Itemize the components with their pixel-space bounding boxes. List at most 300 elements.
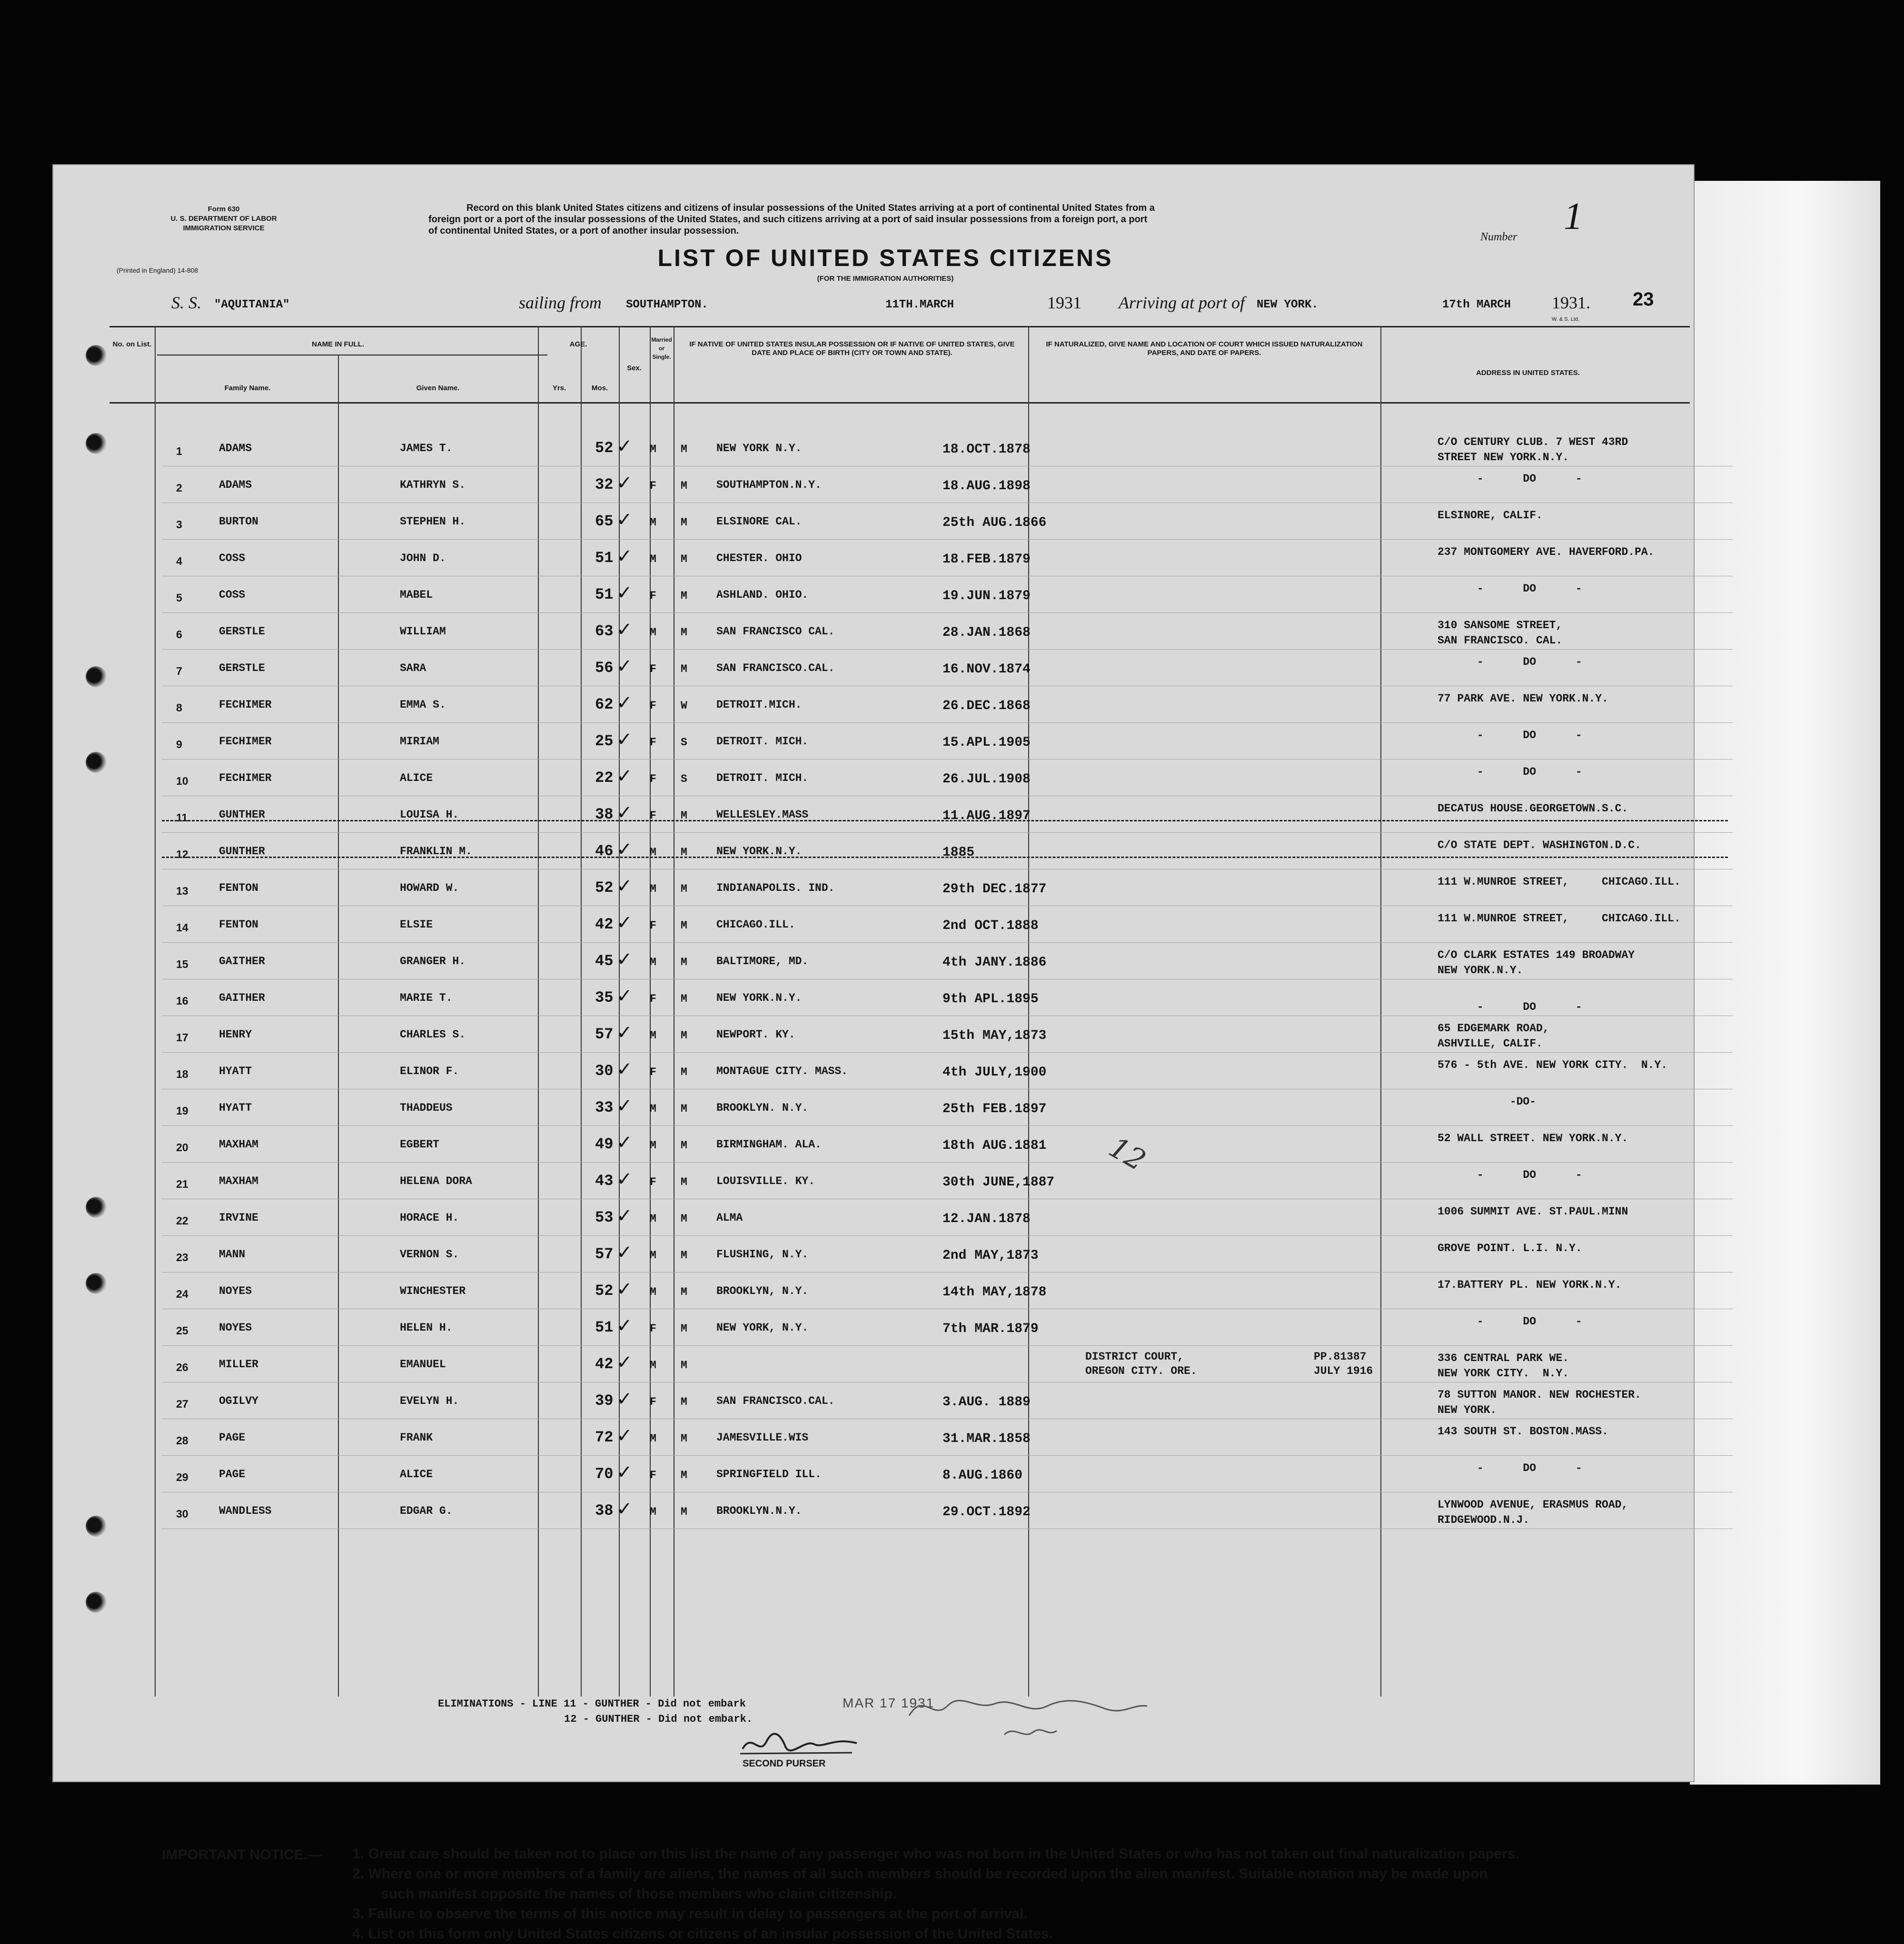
- age-years: 39: [595, 1392, 614, 1410]
- col-married: Married or Single.: [651, 336, 672, 360]
- birth-place: BROOKLYN. N.Y.: [716, 1102, 809, 1114]
- marital-status: M: [681, 590, 687, 602]
- check-mark-icon: ✓: [616, 877, 633, 898]
- check-mark-icon: ✓: [616, 1353, 633, 1375]
- check-mark-icon: ✓: [616, 804, 633, 825]
- birth-date: 18.FEB.1879: [942, 552, 1031, 567]
- birth-date: 3.AUG. 1889: [942, 1395, 1031, 1410]
- birth-date: 7th MAR.1879: [942, 1322, 1039, 1336]
- us-address: 576 - 5th AVE. NEW YORK CITY. N.Y.: [1438, 1059, 1668, 1071]
- given-name: WILLIAM: [400, 625, 446, 638]
- row-number: 28: [176, 1434, 188, 1447]
- sex: M: [650, 1103, 656, 1115]
- birth-place: JAMESVILLE.WIS: [716, 1431, 809, 1444]
- us-address: C/O STATE DEPT. WASHINGTON.D.C.: [1438, 839, 1641, 851]
- birth-place: LOUISVILLE. KY.: [716, 1175, 815, 1187]
- family-name: PAGE: [219, 1468, 246, 1480]
- sex: F: [650, 480, 656, 492]
- check-mark-icon: ✓: [616, 1024, 633, 1045]
- marital-status: M: [681, 1469, 687, 1481]
- us-address: 143 SOUTH ST. BOSTON.MASS.: [1438, 1425, 1608, 1438]
- birth-place: DETROIT. MICH.: [716, 772, 809, 784]
- birth-place: NEW YORK N.Y.: [716, 442, 802, 454]
- table-row: [162, 1017, 1733, 1053]
- family-name: GAITHER: [219, 992, 265, 1004]
- birth-place: ELSINORE CAL.: [716, 515, 802, 528]
- marital-status: M: [681, 1139, 687, 1152]
- family-name: FECHIMER: [219, 699, 272, 711]
- punch-hole: [86, 1516, 107, 1537]
- birth-place: MONTAGUE CITY. MASS.: [716, 1065, 848, 1077]
- table-row: [162, 614, 1733, 650]
- row-number: 13: [176, 885, 188, 897]
- age-years: 46: [595, 842, 614, 860]
- table-row: [162, 1383, 1733, 1419]
- check-mark-icon: ✓: [616, 437, 633, 459]
- check-mark-icon: ✓: [616, 1390, 633, 1411]
- age-years: 62: [595, 696, 614, 713]
- given-name: MABEL: [400, 589, 433, 601]
- check-mark-icon: ✓: [616, 840, 633, 862]
- birth-date: 15th MAY,1873: [942, 1028, 1047, 1043]
- family-name: WANDLESS: [219, 1505, 272, 1517]
- family-name: MAXHAM: [219, 1175, 258, 1187]
- family-name: HYATT: [219, 1102, 252, 1114]
- sex: M: [650, 1249, 656, 1262]
- row-number: 1: [176, 445, 182, 457]
- age-years: 45: [595, 952, 614, 970]
- age-years: 72: [595, 1429, 614, 1446]
- row-number: 30: [176, 1508, 188, 1520]
- sex: M: [650, 1286, 656, 1298]
- marital-status: M: [681, 553, 687, 565]
- given-name: EVELYN H.: [400, 1395, 459, 1407]
- birth-date: 30th JUNE,1887: [942, 1175, 1055, 1190]
- us-address: C/O CENTURY CLUB. 7 WEST 43RD STREET NEW YORK.N.Y.: [1438, 436, 1628, 464]
- birth-date: 2nd MAY,1873: [942, 1248, 1039, 1263]
- given-name: ALICE: [400, 1468, 433, 1480]
- sex: M: [650, 1432, 656, 1445]
- marital-status: M: [681, 480, 687, 492]
- sex: F: [650, 1469, 656, 1481]
- check-mark-icon: ✓: [616, 914, 633, 935]
- birth-date: 9th APL.1895: [942, 992, 1039, 1007]
- row-number: 8: [176, 701, 182, 714]
- birth-date: 15.APL.1905: [942, 735, 1031, 750]
- row-number: 10: [176, 775, 188, 787]
- family-name: ADAMS: [219, 442, 252, 454]
- given-name: MARIE T.: [400, 992, 453, 1004]
- check-mark-icon: ✓: [616, 1427, 633, 1448]
- marital-status: M: [681, 516, 687, 529]
- margin-number: 12: [1103, 1130, 1151, 1178]
- row-number: 24: [176, 1288, 188, 1300]
- handwritten-note: [904, 1687, 1152, 1749]
- sex: M: [650, 846, 656, 859]
- family-name: ADAMS: [219, 479, 252, 491]
- given-name: KATHRYN S.: [400, 479, 466, 491]
- table-row: [162, 1200, 1733, 1236]
- age-years: 53: [595, 1209, 614, 1226]
- sex: M: [650, 1139, 656, 1152]
- us-address: - DO -: [1438, 1462, 1582, 1474]
- table-row: [162, 1420, 1733, 1456]
- table-row: [162, 541, 1733, 576]
- row-number: 14: [176, 921, 188, 934]
- row-number: 21: [176, 1178, 188, 1190]
- birth-date: 26.DEC.1868: [942, 699, 1031, 713]
- sex: F: [650, 919, 656, 932]
- col-given-name: Given Name.: [416, 384, 460, 392]
- marital-status: M: [681, 1322, 687, 1335]
- table-row: [162, 870, 1733, 906]
- birth-place: BROOKLYN.N.Y.: [716, 1505, 802, 1517]
- arrival-year: 1931.: [1552, 293, 1590, 312]
- row-number: 18: [176, 1068, 188, 1080]
- birth-place: NEW YORK, N.Y.: [716, 1322, 809, 1334]
- us-address: GROVE POINT. L.I. N.Y.: [1438, 1242, 1582, 1254]
- birth-place: SAN FRANCISCO.CAL.: [716, 1395, 835, 1407]
- age-years: 52: [595, 439, 614, 457]
- marital-status: M: [681, 1213, 687, 1225]
- marital-status: M: [681, 1066, 687, 1078]
- row-number: 22: [176, 1214, 188, 1227]
- marital-status: M: [681, 1359, 687, 1372]
- row-number: 4: [176, 555, 182, 567]
- check-mark-icon: ✓: [616, 1060, 633, 1082]
- sex: M: [650, 1506, 656, 1518]
- table-row: [162, 1457, 1733, 1492]
- row-number: 27: [176, 1398, 188, 1410]
- birth-date: 25th AUG.1866: [942, 515, 1047, 530]
- family-name: OGILVY: [219, 1395, 258, 1407]
- birth-date: 28.JAN.1868: [942, 625, 1031, 640]
- marital-status: M: [681, 846, 687, 859]
- given-name: ALICE: [400, 772, 433, 784]
- marital-status: M: [681, 993, 687, 1005]
- manifest-page: [52, 164, 1695, 1942]
- depart-date: 11TH.MARCH: [885, 298, 954, 311]
- row-number: 9: [176, 738, 182, 750]
- naturalization-papers: PP.81387 JULY 1916: [1314, 1351, 1373, 1377]
- punch-hole: [86, 1592, 107, 1613]
- table-row: [162, 760, 1733, 796]
- punch-hole: [86, 1197, 107, 1218]
- given-name: HELEN H.: [400, 1322, 453, 1334]
- department: U. S. DEPARTMENT OF LABOR: [170, 215, 277, 223]
- sex: F: [650, 1322, 656, 1335]
- check-mark-icon: ✓: [616, 474, 633, 495]
- birth-place: INDIANAPOLIS. IND.: [716, 882, 835, 894]
- printer-mark: W. & S. Ltd.: [1552, 316, 1580, 322]
- intro-line: of continental United States, or a port of another insular possession.: [428, 226, 739, 236]
- us-address: - DO -: [1438, 582, 1582, 595]
- col-sex: Sex.: [627, 364, 642, 372]
- notice-item: 2. Where one or more members of a family are aliens, the names of all such members should be recorded upon the alien manifest. Suitable notation may be made upon: [352, 1866, 1488, 1882]
- age-years: 33: [595, 1099, 614, 1116]
- row-number: 15: [176, 958, 188, 970]
- birth-place: NEW YORK.N.Y.: [716, 845, 802, 858]
- family-name: GERSTLE: [219, 662, 265, 674]
- age-years: 30: [595, 1062, 614, 1080]
- given-name: ELSIE: [400, 918, 433, 931]
- marital-status: W: [681, 700, 687, 712]
- sex: F: [650, 700, 656, 712]
- birth-place: SAN FRANCISCO.CAL.: [716, 662, 835, 674]
- birth-place: BROOKLYN, N.Y.: [716, 1285, 809, 1297]
- ship-name: "AQUITANIA": [214, 298, 290, 311]
- us-address: - DO -: [1438, 656, 1582, 668]
- sex: F: [650, 1396, 656, 1408]
- sex: M: [650, 1029, 656, 1042]
- table-row: [162, 1493, 1733, 1529]
- us-address: 52 WALL STREET. NEW YORK.N.Y.: [1438, 1132, 1628, 1145]
- table-row: [162, 504, 1733, 540]
- us-address: C/O CLARK ESTATES 149 BROADWAY NEW YORK.N.Y.: [1438, 949, 1635, 977]
- table-row: [162, 1237, 1733, 1273]
- birth-date: 19.JUN.1879: [942, 589, 1031, 603]
- table-row: [162, 797, 1733, 833]
- strike-through: [162, 857, 1728, 858]
- check-mark-icon: ✓: [616, 1170, 633, 1192]
- age-years: 65: [595, 513, 614, 530]
- table-row: [162, 467, 1733, 503]
- naturalization-court: DISTRICT COURT, OREGON CITY. ORE.: [1085, 1351, 1197, 1377]
- table-row: [162, 944, 1733, 979]
- family-name: GUNTHER: [219, 845, 265, 858]
- given-name: EMMA S.: [400, 699, 446, 711]
- check-mark-icon: ✓: [616, 1207, 633, 1228]
- family-name: GAITHER: [219, 955, 265, 967]
- sex: M: [650, 553, 656, 565]
- us-address: 237 MONTGOMERY AVE. HAVERFORD.PA.: [1438, 546, 1655, 558]
- marital-status: M: [681, 1029, 687, 1042]
- row-number: 17: [176, 1031, 188, 1044]
- row-number: 12: [176, 848, 188, 860]
- birth-date: 18th AUG.1881: [942, 1138, 1047, 1153]
- col-mos: Mos.: [591, 384, 608, 392]
- us-address: ELSINORE, CALIF.: [1438, 509, 1543, 522]
- birth-place: CHICAGO.ILL.: [716, 918, 795, 931]
- row-number: 11: [176, 811, 188, 824]
- check-mark-icon: ✓: [616, 657, 633, 679]
- age-years: 49: [595, 1135, 614, 1153]
- elimination-line: 12 - GUNTHER - Did not embark.: [564, 1713, 753, 1725]
- page-subtitle: (FOR THE IMMIGRATION AUTHORITIES): [817, 275, 954, 283]
- intro-line: foreign port or a port of the insular possessions of the United States, and such citizens arriving at a port of said insular possessions from a foreign port, a port: [428, 214, 1148, 225]
- intro-text: [428, 202, 1418, 237]
- check-mark-icon: ✓: [616, 1280, 633, 1302]
- notice-item: 3. Failure to observe the terms of this notice may result in delay to passengers at the port of arrival.: [352, 1906, 1028, 1922]
- marital-status: M: [681, 1432, 687, 1445]
- marital-status: M: [681, 443, 687, 455]
- us-address: - DO -: [1438, 766, 1582, 778]
- birth-date: 18.OCT.1878: [942, 442, 1031, 457]
- table-row: [162, 1164, 1733, 1199]
- table-row: [162, 724, 1733, 760]
- notice-item: 4. List on this form only United States citizens or citizens of an insular possession of the United States.: [352, 1926, 1053, 1942]
- us-address: -DO-: [1438, 1095, 1537, 1108]
- row-number: 25: [176, 1324, 188, 1337]
- number-label: Number: [1480, 231, 1517, 243]
- us-address: 1006 SUMMIT AVE. ST.PAUL.MINN: [1438, 1205, 1628, 1218]
- check-mark-icon: ✓: [616, 694, 633, 715]
- row-number: 5: [176, 592, 182, 604]
- depart-year: 1931: [1047, 293, 1081, 312]
- birth-date: 18.AUG.1898: [942, 479, 1031, 493]
- check-mark-icon: ✓: [616, 1134, 633, 1155]
- us-address: - DO -: [1438, 1315, 1582, 1328]
- family-name: GUNTHER: [219, 809, 265, 821]
- col-family-name: Family Name.: [224, 384, 271, 392]
- table-row: [162, 907, 1733, 943]
- family-name: PAGE: [219, 1431, 246, 1444]
- marital-status: M: [681, 1176, 687, 1188]
- table-row: [162, 651, 1733, 686]
- check-mark-icon: ✓: [616, 767, 633, 789]
- us-address: 77 PARK AVE. NEW YORK.N.Y.: [1438, 692, 1608, 705]
- table-row: [162, 1127, 1733, 1163]
- marital-status: M: [681, 1249, 687, 1262]
- given-name: FRANKLIN M.: [400, 845, 472, 858]
- row-number: 20: [176, 1141, 188, 1154]
- punch-hole: [86, 345, 107, 366]
- punch-hole: [86, 752, 107, 773]
- family-name: COSS: [219, 589, 246, 601]
- form-number: Form 630: [208, 205, 240, 213]
- birth-place: WELLESLEY.MASS: [716, 809, 809, 821]
- age-years: 35: [595, 989, 614, 1007]
- family-name: HYATT: [219, 1065, 252, 1077]
- check-mark-icon: ✓: [616, 584, 633, 605]
- table-row: [162, 431, 1733, 466]
- row-number: 23: [176, 1251, 188, 1263]
- eliminations: [438, 1697, 753, 1727]
- given-name: FRANK: [400, 1431, 433, 1444]
- table-row: [162, 1310, 1733, 1346]
- given-name: STEPHEN H.: [400, 515, 466, 528]
- birth-date: 4th JANY.1886: [942, 955, 1047, 970]
- birth-date: 2nd OCT.1888: [942, 918, 1039, 933]
- family-name: MANN: [219, 1248, 246, 1261]
- us-address: LYNWOOD AVENUE, ERASMUS ROAD, RIDGEWOOD.N.J.: [1438, 1499, 1628, 1526]
- punch-hole: [86, 666, 107, 687]
- purser-title: SECOND PURSER: [743, 1758, 826, 1769]
- arrival-port: NEW YORK.: [1257, 298, 1319, 311]
- check-mark-icon: ✓: [616, 1317, 633, 1338]
- ss-label: S. S.: [171, 293, 201, 312]
- elimination-line: ELIMINATIONS - LINE 11 - GUNTHER - Did not embark: [438, 1698, 746, 1710]
- birth-date: 14th MAY,1878: [942, 1285, 1047, 1300]
- birth-place: FLUSHING, N.Y.: [716, 1248, 809, 1261]
- sex: M: [650, 516, 656, 529]
- us-address: DECATUS HOUSE.GEORGETOWN.S.C.: [1438, 802, 1628, 815]
- header-bottom-rule: [109, 402, 1690, 404]
- sex: F: [650, 663, 656, 675]
- birth-date: 4th JULY,1900: [942, 1065, 1047, 1080]
- check-mark-icon: ✓: [616, 1097, 633, 1118]
- birth-place: NEWPORT. KY.: [716, 1028, 795, 1041]
- us-address: - DO -: [1438, 1169, 1582, 1181]
- birth-date: 31.MAR.1858: [942, 1431, 1031, 1446]
- col-rule: [155, 326, 156, 1697]
- sex: F: [650, 773, 656, 785]
- purser-signature: [738, 1730, 862, 1758]
- family-name: MILLER: [219, 1358, 258, 1371]
- us-address: - DO -: [1438, 473, 1582, 485]
- check-mark-icon: ✓: [616, 950, 633, 972]
- marital-status: M: [681, 1396, 687, 1408]
- birth-place: SOUTHAMPTON.N.Y.: [716, 479, 822, 491]
- row-number: 26: [176, 1361, 188, 1373]
- given-name: WINCHESTER: [400, 1285, 466, 1297]
- birth-place: CHESTER. OHIO: [716, 552, 802, 564]
- check-mark-icon: ✓: [616, 730, 633, 752]
- table-row: [162, 1054, 1733, 1089]
- age-years: 52: [595, 879, 614, 897]
- family-name: FENTON: [219, 882, 258, 894]
- birth-place: SPRINGFIELD ILL.: [716, 1468, 822, 1480]
- given-name: EMANUEL: [400, 1358, 446, 1371]
- marital-status: M: [681, 809, 687, 822]
- row-number: 29: [176, 1471, 188, 1483]
- given-name: JOHN D.: [400, 552, 446, 564]
- check-mark-icon: ✓: [616, 987, 633, 1008]
- service: IMMIGRATION SERVICE: [183, 224, 265, 232]
- birth-date: 29th DEC.1877: [942, 882, 1047, 897]
- family-name: MAXHAM: [219, 1138, 258, 1151]
- row-number: 6: [176, 628, 182, 641]
- row-number: 16: [176, 995, 188, 1007]
- check-mark-icon: ✓: [616, 1500, 633, 1521]
- sex: M: [650, 1359, 656, 1372]
- header-top-rule: [109, 326, 1690, 327]
- age-years: 70: [595, 1465, 614, 1483]
- list-number: 1: [1564, 196, 1583, 237]
- col-age: AGE.: [569, 340, 587, 348]
- page-number: 23: [1633, 289, 1654, 310]
- birth-date: 8.AUG.1860: [942, 1468, 1023, 1483]
- table-row: [162, 1347, 1733, 1382]
- table-row: [162, 1090, 1733, 1126]
- arrival-date: 17th MARCH: [1442, 298, 1511, 311]
- arriving-label: Arriving at port of: [1119, 293, 1245, 312]
- age-years: 22: [595, 769, 614, 787]
- age-years: 56: [595, 659, 614, 677]
- family-name: COSS: [219, 552, 246, 564]
- family-name: NOYES: [219, 1285, 252, 1297]
- form-header: [152, 205, 295, 233]
- table-row: [162, 1273, 1733, 1309]
- age-years: 42: [595, 1355, 614, 1373]
- sex: F: [650, 1066, 656, 1078]
- table-row: [162, 687, 1733, 723]
- notice-item: 1. Great care should be taken not to place on this list the name of any passenger who was not born in the United States or who has not taken out final naturalization papers.: [352, 1846, 1520, 1862]
- marital-status: M: [681, 1286, 687, 1298]
- birth-place: DETROIT.MICH.: [716, 699, 802, 711]
- birth-date: 25th FEB.1897: [942, 1102, 1047, 1116]
- us-address: 111 W.MUNROE STREET, CHICAGO.ILL.: [1438, 912, 1681, 925]
- marital-status: M: [681, 1506, 687, 1518]
- date-stamp: MAR 17 1931: [843, 1696, 935, 1710]
- birth-place: DETROIT. MICH.: [716, 735, 809, 748]
- sex: F: [650, 1176, 656, 1188]
- age-years: 32: [595, 476, 614, 493]
- given-name: HELENA DORA: [400, 1175, 472, 1187]
- sex: F: [650, 993, 656, 1005]
- col-no: No. on List.: [112, 340, 152, 348]
- punch-hole: [86, 1273, 107, 1294]
